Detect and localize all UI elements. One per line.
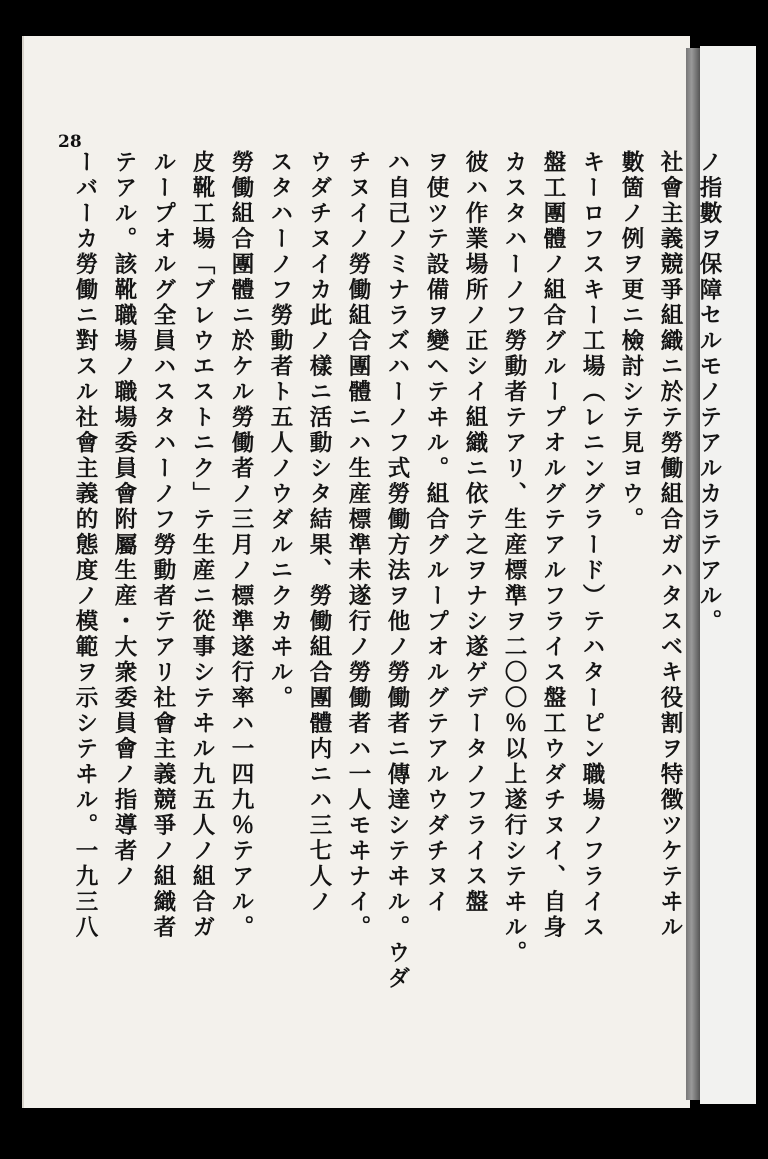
text-line: 社會主義競爭組織ニ於テ勞働組合ガハタスベキ役割ヲ特徴ツケテヰル xyxy=(657,150,683,941)
text-line: ループオルグ全員ハスタハーノフ勞動者テアリ社會主義競爭ノ組織者 xyxy=(150,150,176,941)
page-number: 28 xyxy=(58,132,82,152)
text-line: ヲ使ツテ設備ヲ變ヘテヰル。組合グループオルグテアルウダチヌイ xyxy=(423,150,449,915)
text-line: 彼ハ作業場所ノ正シイ組織ニ依テ之ヲナシ遂ゲデータノフライス盤 xyxy=(462,150,488,915)
text-line: 數箇ノ例ヲ更ニ檢討シテ見ヨウ。 xyxy=(618,150,644,533)
text-line: ウダチヌイカ此ノ樣ニ活動シタ結果、勞働組合團體内ニハ三七人ノ xyxy=(306,150,332,915)
text-line: テアル。該靴職場ノ職場委員會附屬生産・大衆委員會ノ指導者ノ xyxy=(111,150,137,890)
text-line: 皮靴工場「ブレウエストニク」テ生産ニ從事シテヰル九五人ノ組合ガ xyxy=(189,150,215,941)
text-line: キーロフスキー工場（レニングラード）テハターピン職場ノフライス xyxy=(579,150,605,941)
text-line: ハ自己ノミナラズハーノフ式勞働方法ヲ他ノ勞働者ニ傳達シテヰル。ウダ xyxy=(384,150,410,992)
text-line: チヌイノ勞働組合團體ニハ生産標準未遂行ノ勞働者ハ一人モヰナイ。 xyxy=(345,150,371,941)
text-line: カスタハーノフ勞動者テアリ、生産標準ヲ二〇〇％以上遂行シテヰル。 xyxy=(501,150,527,966)
text-line: ーバーカ勞働ニ對スル社會主義的態度ノ模範ヲ示シテヰル。一九三八 xyxy=(72,150,98,941)
text-line: 盤工團體ノ組合グループオルグテアルフライス盤工ウダチヌイ、自身 xyxy=(540,150,566,941)
text-line: 勞働組合團體ニ於ケル勞働者ノ三月ノ標準遂行率ハ一四九％テアル。 xyxy=(228,150,254,941)
text-line: スタハーノフ勞動者ト五人ノウダルニクカヰル。 xyxy=(267,150,293,711)
text-line: ノ指數ヲ保障セルモノテアルカラテアル。 xyxy=(696,150,722,635)
vertical-text-block xyxy=(65,150,728,1060)
